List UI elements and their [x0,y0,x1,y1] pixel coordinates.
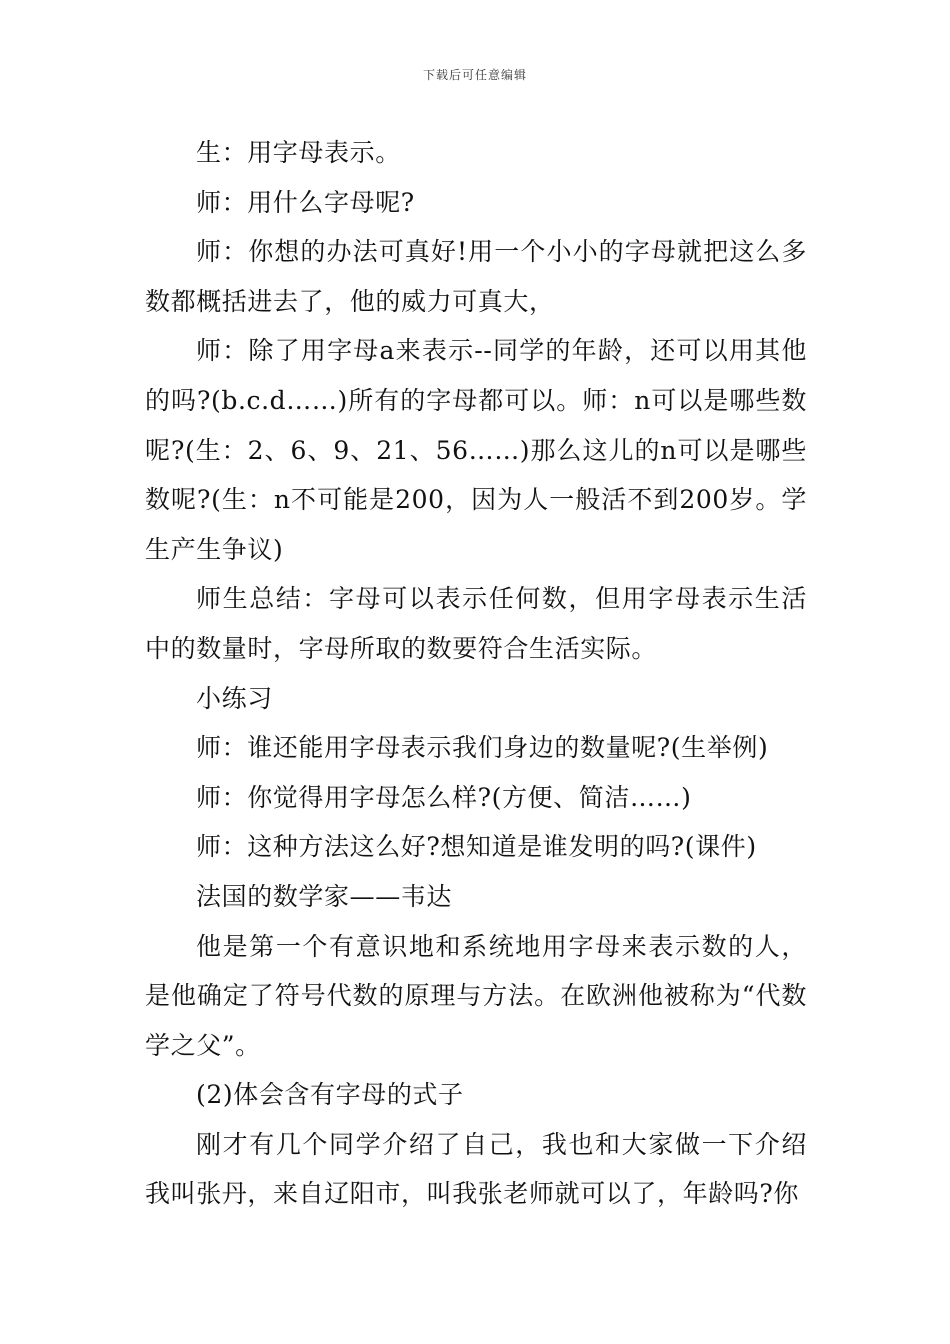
page-header: 下载后可任意编辑 [422,68,527,82]
paragraph: 师：谁还能用字母表示我们身边的数量呢?(生举例) [196,733,769,763]
paragraph: 师：你觉得用字母怎么样?(方便、简洁……) [196,782,692,812]
paragraph: 师：除了用字母a来表示--同学的年龄，还可以用其他的吗?(b.c.d……)所有的字母都可以。师：n可以是哪些数呢?(生：2、6、9、21、56……)那么这儿的n可以是哪些数呢?(生：n不可能是200，因为人一般活不到200岁。学生产生争议) [145,336,807,564]
paragraph: 生：用字母表示。 [196,138,401,167]
paragraph: (2)体会含有字母的式子 [196,1080,464,1110]
paragraph: 师：你想的办法可真好!用一个小小的字母就把这么多数都概括进去了，他的威力可真大， [145,237,807,316]
paragraph: 师：这种方法这么好?想知道是谁发明的吗?(课件) [196,832,757,862]
paragraph: 师生总结：字母可以表示任何数，但用字母表示生活中的数量时，字母所取的数要符合生活实际。 [145,584,807,663]
document-body [145,128,807,1219]
paragraph: 小练习 [196,683,273,713]
paragraph: 刚才有几个同学介绍了自己，我也和大家做一下介绍我叫张丹，来自辽阳市，叫我张老师就可以了，年龄吗?你 [145,1129,807,1209]
paragraph: 法国的数学家——韦达 [196,881,453,911]
paragraph: 师：用什么字母呢? [196,187,415,217]
paragraph: 他是第一个有意识地和系统地用字母来表示数的人，是他确定了符号代数的原理与方法。在欧洲他被称为“代数学之父”。 [145,931,807,1060]
